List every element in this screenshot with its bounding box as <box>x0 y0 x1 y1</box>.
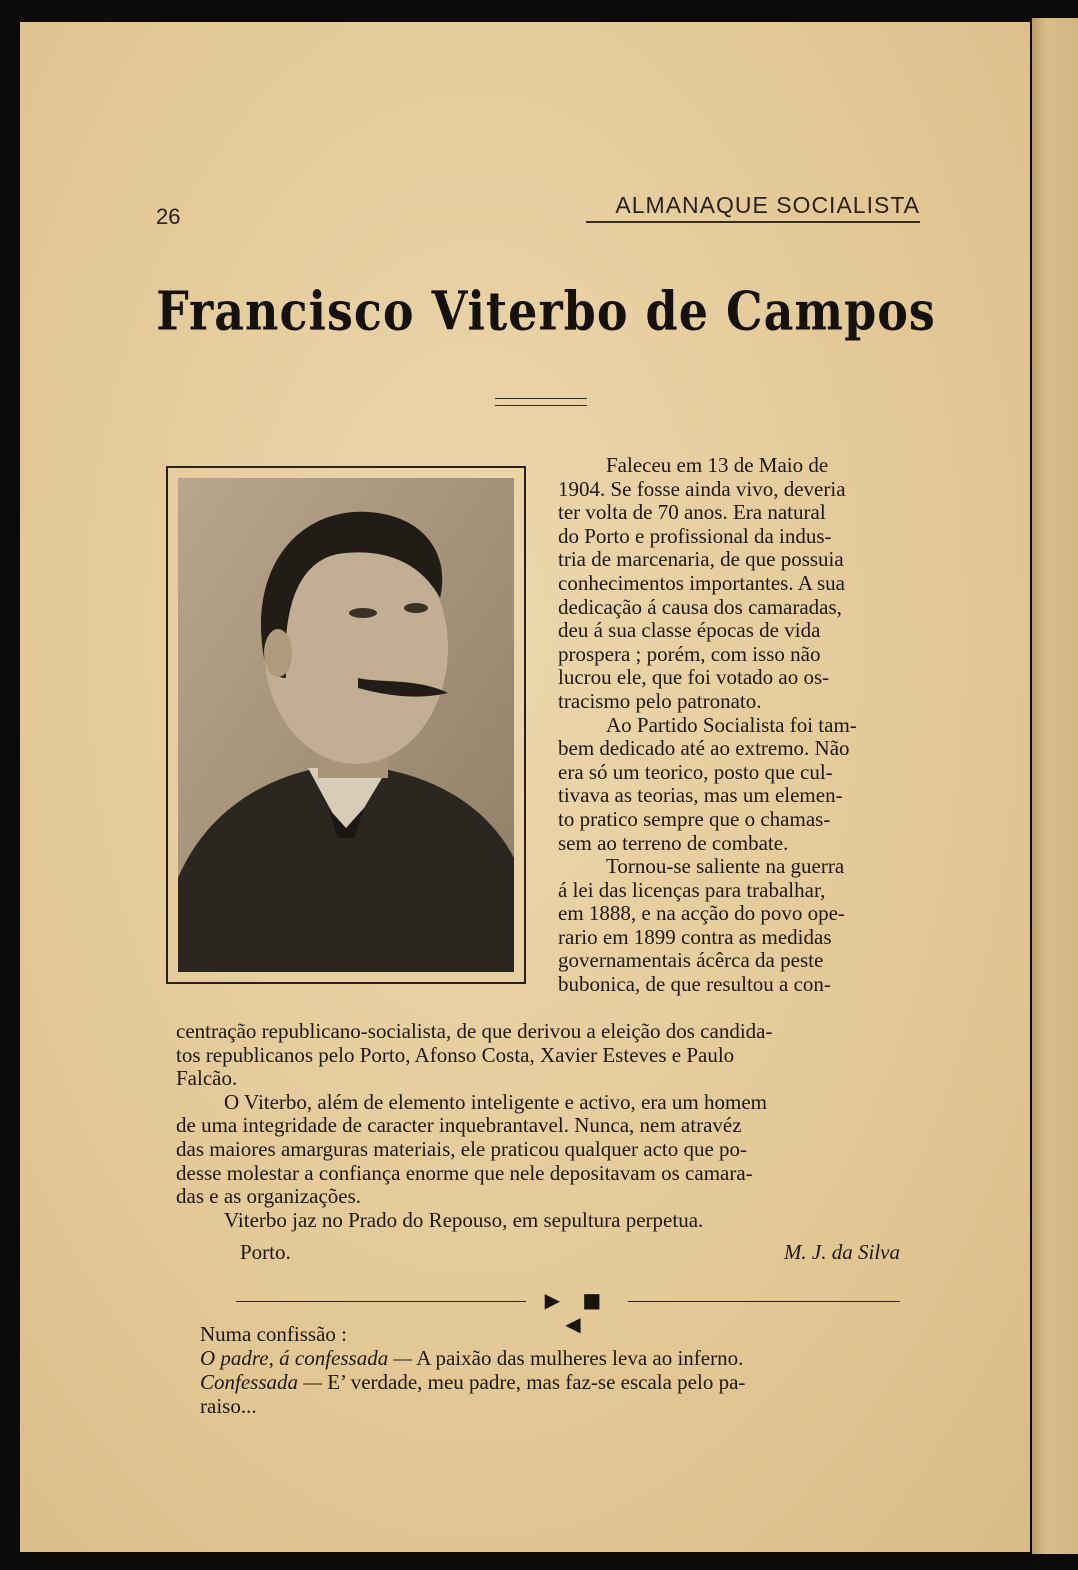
text-line: tria de marcenaria, de que possuia <box>558 547 844 572</box>
text-line: das maiores amarguras materiais, ele praticou qualquer acto que po- <box>176 1136 748 1161</box>
text-line: conhecimentos importantes. A sua <box>558 570 845 595</box>
page-sheet <box>20 22 1030 1552</box>
text-line: sem ao terreno de combate. <box>558 830 789 855</box>
article-column-text <box>558 454 924 997</box>
signature-row <box>240 1240 900 1270</box>
joke-text: E’ verdade, meu padre, mas faz-se escala pelo pa- <box>321 1370 746 1394</box>
text-line: Falcão. <box>176 1066 238 1091</box>
separator-ornament: ▶ ■ ◀ <box>544 1288 610 1336</box>
text-line: prospera ; porém, com isso não <box>558 641 821 666</box>
text-line: bem dedicado até ao extremo. Não <box>558 736 850 761</box>
text-line: bubonica, de que resultou a con- <box>558 972 831 997</box>
text-line: do Porto e profissional da indus- <box>558 523 832 548</box>
title-divider <box>495 398 587 406</box>
text-line: dedicação á causa dos camaradas, <box>558 594 842 619</box>
text-line: to pratico sempre que o chamas- <box>558 806 831 831</box>
portrait-photo <box>178 478 514 972</box>
joke-speaker: O padre, á confessada — <box>200 1346 413 1370</box>
text-line: O Viterbo, além de elemento inteligente e activo, era um homem <box>224 1089 767 1114</box>
running-title: ALMANAQUE SOCIALISTA <box>586 192 920 223</box>
separator-line-left <box>236 1301 526 1302</box>
joke-text: A paixão das mulheres leva ao inferno. <box>412 1346 744 1370</box>
signature-place: Porto. <box>240 1240 291 1264</box>
joke-speaker: Confessada — <box>200 1370 322 1394</box>
text-line: lucrou ele, que foi votado ao os- <box>558 665 830 690</box>
joke-intro: Numa confissão : <box>200 1322 347 1346</box>
text-line: em 1888, e na acção do povo ope- <box>558 901 845 926</box>
article-title: Francisco Viterbo de Campos <box>156 279 936 343</box>
joke-text: raiso... <box>200 1394 257 1418</box>
signature-author: M. J. da Silva <box>783 1240 900 1264</box>
text-line: tracismo pelo patronato. <box>558 688 762 713</box>
text-line: tos republicanos pelo Porto, Afonso Costa, Xavier Esteves e Paulo <box>176 1042 735 1067</box>
section-separator <box>236 1288 900 1336</box>
portrait-frame <box>166 466 526 984</box>
text-line: Faleceu em 13 de Maio de <box>606 453 829 477</box>
text-line: era só um teorico, posto que cul- <box>558 759 833 784</box>
text-line: Viterbo jaz no Prado do Repouso, em sepultura perpetua. <box>224 1207 704 1232</box>
text-line: centração republicano-socialista, de que derivou a eleição dos candida- <box>176 1019 773 1043</box>
text-line: desse molestar a confiança enorme que nele depositavam os camara- <box>176 1160 753 1185</box>
text-line: á lei das licenças para trabalhar, <box>558 877 826 902</box>
text-line: rario em 1899 contra as medidas <box>558 924 832 949</box>
article-full-text <box>176 1020 936 1232</box>
text-line: ter volta de 70 anos. Era natural <box>558 500 826 525</box>
page-number: 26 <box>156 204 181 229</box>
text-line: 1904. Se fosse ainda vivo, deveria <box>558 476 846 501</box>
text-line: das e as organizações. <box>176 1184 362 1209</box>
text-line: de uma integridade de caracter inquebrantavel. Nunca, nem atravéz <box>176 1113 742 1138</box>
text-line: governamentais ácêrca da peste <box>558 948 824 973</box>
text-line: Tornou-se saliente na guerra <box>606 854 845 879</box>
text-line: deu á sua classe épocas de vida <box>558 618 821 643</box>
text-line: Ao Partido Socialista foi tam- <box>606 712 857 737</box>
text-line: tivava as teorias, mas um elemen- <box>558 783 843 808</box>
adjacent-page-edge <box>1032 18 1078 1554</box>
joke-block <box>200 1322 940 1418</box>
separator-line-right <box>628 1301 900 1302</box>
